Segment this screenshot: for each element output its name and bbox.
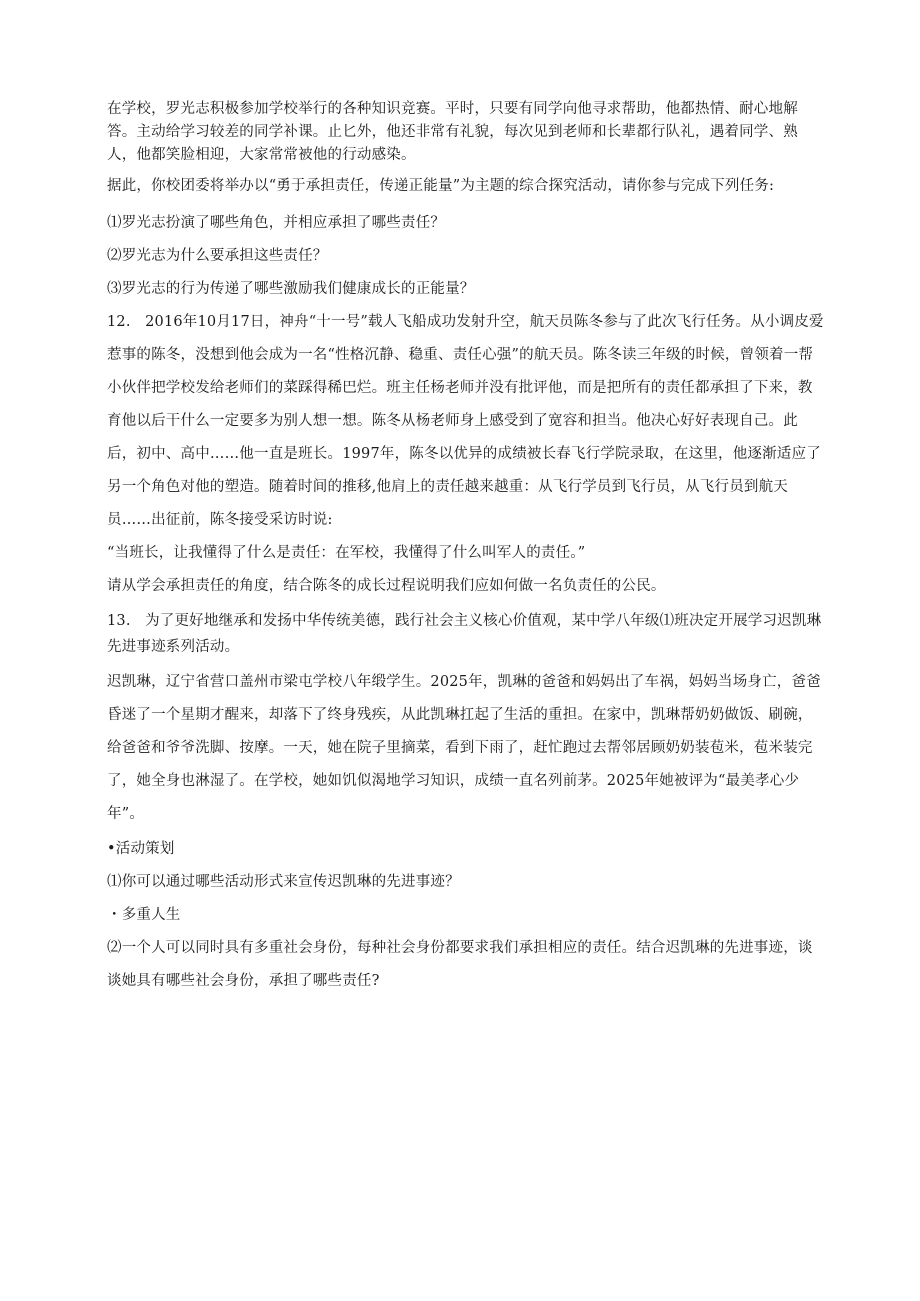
section-activity-planning: •活动策划: [107, 841, 175, 857]
question-12-paragraph: 12. 2016年10月17日，神舟“十一号”载人飞船成功发射升空，航天员陈冬参与了此次飞行任务。从小调皮爱惹事的陈冬，没想到他会成为一名“性格沉静、稳重、责任心强”的航天员。陈冬读三年级的时候，曾领着一帮小伙伴把学校发给老师们的菜踩得稀巴烂。班主任杨老师并没有批评他，而是把所有的责任都承担了下来，教育他以后干什么一定要多为别人想一想。陈冬从杨老师身上感受到了宽容和担当。他决心好好表现自己。此后，初中、高中……他一直是班长。1997年，陈冬以优异的成绩被长春飞行学院录取，在这里，他逐渐适应了另一个角色对他的塑造。随着时间的推移,他肩上的责任越来越重：从飞行学员到飞行员，从飞行员到航天员……出征前，陈冬接受采访时说:: [107, 314, 824, 528]
question-12-quote: “当班长，让我懂得了什么是责任：在军校，我懂得了什么叫军人的责任。”: [107, 545, 586, 561]
question-11-1: ⑴罗光志扮演了哪些角色，并相应承担了哪些责任？: [107, 215, 446, 231]
question-13-story: 迟凯琳，辽宁省营口盖州市梁屯学校八年缎学生。2025年，凯琳的爸爸和妈妈出了车祸，妈妈当场身亡，爸爸昏迷了一个星期才醒来，却落下了终身残疾，从此凯琳扛起了生活的重担。在家中，凯琳帮奶奶做饭、刷碗，给爸爸和爷爷洗脚、按摩。一天，她在院子里摘菜，看到下雨了，赶忙跑过去帮邻居顾奶奶装苞米，苞米装完了，她全身也淋湿了。在学校，她如饥似渴地学习知识，成绩一直名列前茅。2025年她被评为“最美孝心少年”。: [107, 674, 821, 822]
question-13-intro: 13. 为了更好地继承和发扬中华传统美德，践行社会主义核心价值观，某中学八年级⑴班决定开展学习迟凯琳先进事迹系列活动。: [107, 613, 822, 655]
question-13-2: ⑵一个人可以同时具有多重社会身份，每种社会身份都要求我们承担相应的责任。结合迟凯琳的先进事迹，谈谈她具有哪些社会身份，承担了哪些责任?: [107, 940, 813, 989]
section-multiple-roles: ・多重人生: [107, 907, 181, 923]
task-intro: 据此，你校团委将举办以“勇于承担责任，传递正能量”为主题的综合探究活动，请你参与完成下列任务:: [107, 178, 775, 194]
question-12-question: 请从学会承担责任的角度，结合陈冬的成长过程说明我们应如何做一名负责任的公民。: [107, 578, 666, 594]
question-11-2: ⑵罗光志为什么要承担这些责任？: [107, 248, 328, 264]
question-13-1: ⑴你可以通过哪些活动形式来宣传迟凯琳的先进事迹？: [107, 874, 460, 890]
question-11-3: ⑶罗光志的行为传递了哪些激励我们健康成长的正能量？: [107, 281, 475, 297]
document-page: [107, 98, 827, 998]
intro-paragraph: 在学校，罗光志积极参加学校举行的各种知识竞赛。平时，只要有同学向他寻求帮助，他都热情、耐心地解答。主动给学习较差的同学补课。止匕外，他还非常有礼貌，每次见到老师和长辈都行队礼，遇着同学、熟人，他都笑脸相迎，大家常常被他的行动感染。: [107, 101, 798, 163]
